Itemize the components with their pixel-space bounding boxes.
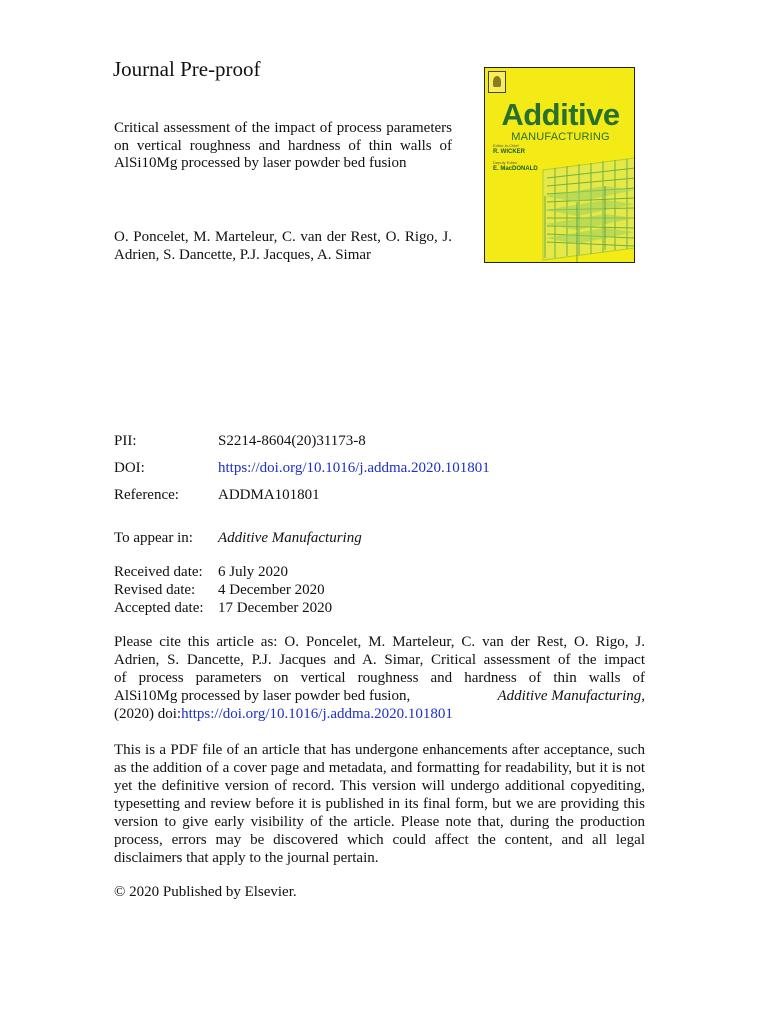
pii-value: S2214-8604(20)31173-8 — [218, 433, 366, 449]
cover-editor-label: Editor-in-Chief — [493, 143, 519, 148]
accepted-date-value: 17 December 2020 — [218, 600, 333, 616]
citation-line: Adrien, S. Dancette, P.J. Jacques and A. Simar, Critical assessment of the impact — [114, 652, 645, 668]
appear-in-label: To appear in: — [114, 530, 193, 546]
elsevier-tree-icon — [488, 71, 506, 93]
copyright-notice: © 2020 Published by Elsevier. — [114, 884, 297, 900]
journal-status-header: Journal Pre-proof — [113, 57, 261, 81]
citation-line — [114, 687, 645, 705]
reference-label: Reference: — [114, 487, 179, 503]
accepted-date-label: Accepted date: — [114, 600, 204, 616]
pre-proof-disclaimer: This is a PDF file of an article that has undergone enhancements after acceptance, such as the addition of a cover page and metadata, and formatting for readability, but it is not yet the definitive version of record. This version will undergo additional copyediting, typesetting and review before it is published in its final form, but we are providing this version to give early visibility of the article. Please note that, during the production process, errors may be discovered which could affect the content, and all legal disclaimers that apply to the journal pertain. — [114, 742, 645, 866]
journal-cover-image — [484, 67, 635, 263]
received-date-value: 6 July 2020 — [218, 564, 289, 580]
revised-date-value: 4 December 2020 — [218, 582, 325, 598]
doi-label: DOI: — [114, 460, 145, 476]
cover-journal-subtitle: MANUFACTURING — [511, 131, 610, 143]
citation-doi-prefix: (2020) doi: — [114, 706, 182, 722]
cover-journal-name: Additive — [501, 97, 620, 132]
pii-label: PII: — [114, 433, 137, 449]
citation-line: Please cite this article as: O. Poncelet, M. Marteleur, C. van der Rest, O. Rigo, J. — [114, 634, 645, 650]
cover-deputy-name: E. MacDONALD — [493, 166, 538, 172]
cover-editor-name: R. WICKER — [493, 149, 525, 155]
revised-date-label: Revised date: — [114, 582, 196, 598]
citation-line — [114, 705, 645, 723]
received-date-label: Received date: — [114, 564, 203, 580]
article-authors: O. Poncelet, M. Marteleur, C. van der Rest, O. Rigo, J. Adrien, S. Dancette, P.J. Jacques, A. Simar — [114, 229, 452, 263]
doi-link[interactable]: https://doi.org/10.1016/j.addma.2020.101801 — [218, 460, 490, 476]
appear-in-journal: Additive Manufacturing — [218, 530, 362, 546]
citation-text: AlSi10Mg processed by laser powder bed fusion, — [114, 688, 411, 704]
cover-artwork — [485, 138, 635, 263]
cover-deputy-label: Deputy Editor — [493, 160, 518, 165]
citation-line: of process parameters on vertical roughness and hardness of thin walls of — [114, 670, 645, 686]
citation-doi-link[interactable]: https://doi.org/10.1016/j.addma.2020.101801 — [181, 706, 453, 722]
article-title: Critical assessment of the impact of process parameters on vertical roughness and hardness of thin walls of AlSi10Mg processed by laser powder bed fusion — [114, 120, 452, 172]
citation-journal: Additive Manufacturing, — [497, 688, 645, 704]
reference-value: ADDMA101801 — [218, 487, 320, 503]
citation-paragraph — [114, 633, 645, 723]
